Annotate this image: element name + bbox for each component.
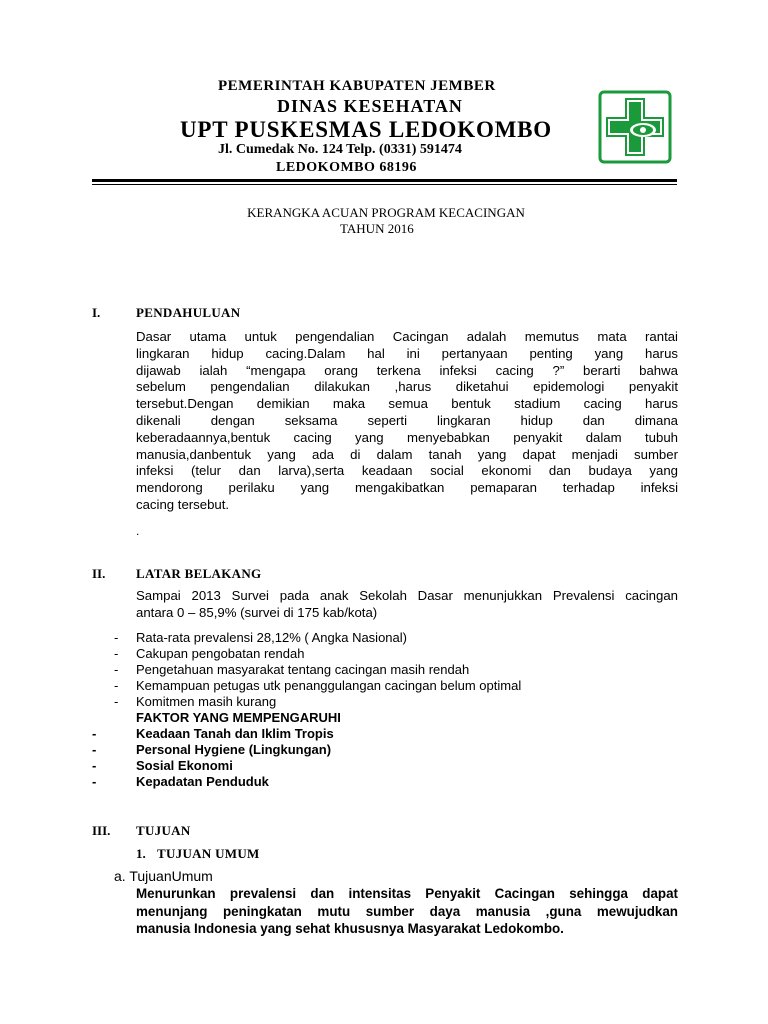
list-item: Personal Hygiene (Lingkungan)	[136, 742, 332, 757]
section3-number: III.	[92, 823, 111, 838]
paragraph-line: Sampai 2013 Survei pada anak Sekolah Dasar menunjukkan Prevalensi cacingan	[136, 588, 678, 603]
paragraph-line: Menurunkan prevalensi dan intensitas Penyakit Cacingan sehingga dapat	[136, 886, 678, 901]
bullet-dash: -	[92, 774, 97, 789]
subsection-heading: TUJUAN UMUM	[157, 846, 260, 861]
paragraph-line: dikenali dengan seksama seperti lingkaran hidup dan dimana	[136, 412, 678, 428]
list-item: Rata-rata prevalensi 28,12% ( Angka Nasional)	[136, 630, 407, 645]
paragraph-line: manusia,danbentuk yang ada di dalam tanah yang dapat menjadi sumber	[136, 446, 678, 462]
bullet-dash: -	[92, 742, 97, 757]
section2-number: II.	[92, 566, 106, 581]
paragraph-line: mendorong perilaku yang mengakibatkan pemaparan terhadap infeksi	[136, 480, 678, 496]
bullet-dash: -	[114, 694, 119, 709]
letterhead-address: Jl. Cumedak No. 124 Telp. (0331) 591474	[218, 142, 462, 157]
paragraph-line: dijawab ialah “mengapa orang terkena infeksi cacing ?” berarti bahwa	[136, 362, 678, 378]
list-item: Kemampuan petugas utk penanggulangan cacingan belum optimal	[136, 678, 522, 693]
subsection-number: 1.	[136, 846, 146, 861]
paragraph-line: cacing tersebut.	[136, 496, 230, 512]
bullet-dash: -	[114, 662, 119, 677]
paragraph-line: Dasar utama untuk pengendalian Cacingan adalah memutus mata rantai	[136, 329, 678, 344]
paragraph-line: antara 0 – 85,9% (survei di 175 kab/kota)	[136, 604, 378, 620]
section2-intro	[136, 588, 678, 622]
section3-paragraph	[136, 885, 678, 938]
bullet-dash: -	[114, 678, 119, 693]
document-title: KERANGKA ACUAN PROGRAM KECACINGAN	[247, 205, 525, 220]
item-label: a. TujuanUmum	[114, 868, 213, 884]
paragraph-line: lingkaran hidup cacing.Dalam hal ini pertanyaan penting yang harus	[136, 345, 678, 361]
paragraph-line: sebelum pengendalian dilakukan ,harus diketahui epidemologi penyakit	[136, 379, 678, 395]
paragraph-line: tersebut.Dengan demikian maka semua bentuk stadium cacing harus	[136, 396, 678, 412]
paragraph-line: keberadaannya,bentuk cacing yang menyebabkan penyakit dalam tubuh	[136, 429, 678, 445]
list-item: Cakupan pengobatan rendah	[136, 646, 305, 661]
list-item: Sosial Ekonomi	[136, 758, 233, 773]
letterhead-divider-thin	[92, 184, 677, 185]
paragraph-line: manusia Indonesia yang sehat khususnya Masyarakat Ledokombo.	[136, 921, 564, 936]
letterhead-department: DINAS KESEHATAN	[277, 96, 463, 116]
document-year: TAHUN 2016	[340, 221, 414, 236]
section2-heading: LATAR BELAKANG	[136, 566, 262, 581]
letterhead-government: PEMERINTAH KABUPATEN JEMBER	[218, 78, 496, 94]
green-cross-eye-logo-icon	[598, 90, 672, 164]
paragraph-line: infeksi (telur dan larva),serta keadaan social ekonomi dan budaya yang	[136, 463, 678, 479]
section1-heading: PENDAHULUAN	[136, 305, 241, 320]
paragraph-line: menunjang peningkatan mutu sumber daya manusia ,guna mewujudkan	[136, 903, 678, 919]
list-item: Keadaan Tanah dan Iklim Tropis	[136, 726, 334, 741]
factor-heading: FAKTOR YANG MEMPENGARUHI	[136, 710, 341, 725]
bullet-dash: -	[114, 630, 119, 645]
stray-dot: .	[136, 524, 140, 538]
letterhead-city: LEDOKOMBO 68196	[276, 160, 417, 175]
list-item: Kepadatan Penduduk	[136, 774, 269, 789]
section1-number: I.	[92, 305, 101, 320]
letterhead-divider-thick	[92, 179, 677, 182]
section1-paragraph	[136, 329, 678, 514]
list-item: Komitmen masih kurang	[136, 694, 277, 709]
bullet-dash: -	[92, 726, 97, 741]
bullet-dash: -	[114, 646, 119, 661]
section3-heading: TUJUAN	[136, 823, 191, 838]
letterhead-institution: UPT PUSKESMAS LEDOKOMBO	[180, 117, 552, 142]
bullet-dash: -	[92, 758, 97, 773]
list-item: Pengetahuan masyarakat tentang cacingan masih rendah	[136, 662, 470, 677]
